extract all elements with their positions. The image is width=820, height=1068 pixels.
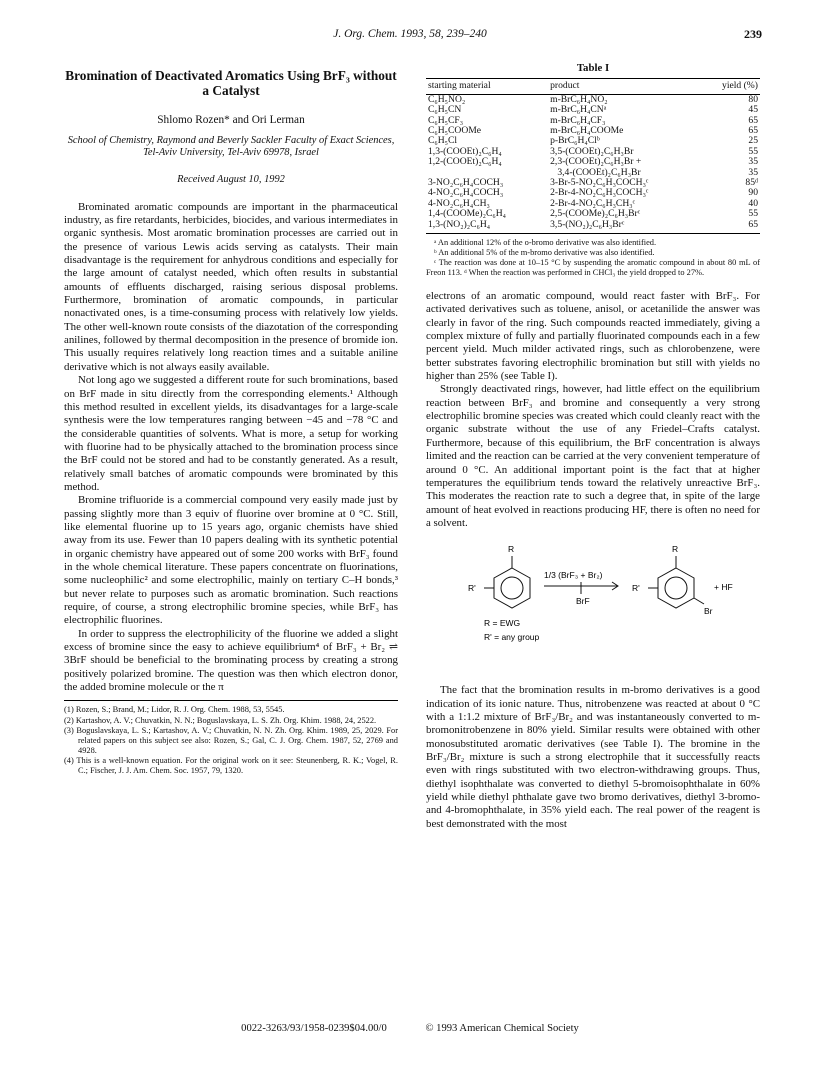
catalyst-label: BrF bbox=[576, 596, 590, 607]
journal-header: J. Org. Chem. 1993, 58, 239–240 bbox=[333, 28, 487, 40]
page-number: 239 bbox=[744, 27, 762, 41]
copyright: © 1993 American Chemical Society bbox=[425, 1023, 579, 1034]
table-cell: 55 bbox=[748, 145, 758, 157]
benzene-ring-product bbox=[648, 556, 704, 608]
affiliation: School of Chemistry, Raymond and Beverly Sackler Faculty of Exact Sciences, Tel-Aviv University, Tel-Aviv 69978, Israel bbox=[67, 135, 395, 159]
table-cell: 25 bbox=[748, 135, 758, 147]
table-cell: 3,4-(COOEt)₂C₆H₃Br bbox=[550, 166, 641, 178]
results-table bbox=[426, 78, 760, 234]
table-title: Table I bbox=[576, 62, 610, 74]
table-header: product bbox=[548, 79, 700, 94]
rprime-definition: R' = any group bbox=[484, 632, 540, 643]
reaction-arrow bbox=[544, 582, 618, 594]
paragraph: Brominated aromatic compounds are important in the pharmaceutical industry, as fire retardants, herbicides, biocides, and various intermediates in organic synthesis. Most aromatic bromination processes are carried out in the presence of various Lewis acids serving as catalysts. Their main disadvantage is the requirement for anhydrous conditions and especially for the large amount of catalyst needed, which often results in substantial amounts of effluents discharged, raising serious disposal problems. Furthermore, bromination of aromatic compounds, in particular nonactivated ones, is a time-consuming process with relatively low yields. The other well-known route consists of the diazotation of the corresponding anilines, followed by thermal decomposition in the presence of bromide ion. This usually requires relatively long reaction times and a suitable aniline derivative which is not always easily available. bbox=[64, 200, 398, 373]
footnote: (3) Boguslavskaya, L. S.; Kartashov, A. V.; Chuvatkin, N. N. Zh. Org. Khim. 1989, 25, 2029. For related papers on this subject see also: Rozen, S.; Gal, C. J. Org. Chem. 1987, 52, 2769 and 4928. bbox=[64, 725, 398, 755]
table-note: ᵃ An additional 12% of the o-bromo derivative was also identified. bbox=[434, 238, 657, 248]
paragraph: Strongly deactivated rings, however, had little effect on the equilibrium reaction between BrF₃ and bromine and consequently a very strong electrophilic bromine species was created which could cleanly react with the organic substrate without the use of any Friedel–Crafts catalyst. Furthermore, because of this equilibrium, the BrF concentration is always limited and the reaction can be carried at the very convenient temperature of around 0 °C. An additional important point is the fact that at higher temperatures the equilibrium tends toward the relatively unreactive BrF₃. This moderates the reaction rate to such a degree that, in spite of the large amount of heat evolved in reactions producing HF, there is often no need for a solvent. bbox=[426, 383, 760, 529]
table-cell: 2-Br-4-NO₂C₆H₃CH₃ᶜ bbox=[550, 197, 636, 209]
table-cell: 1,3-(NO₂)₂C₆H₄ bbox=[426, 220, 548, 234]
table-cell: 35 bbox=[748, 166, 758, 178]
table-cell: 90 bbox=[748, 187, 758, 199]
table-cell: m-BrC₆H₄CNᵃ bbox=[550, 104, 607, 116]
page-footer bbox=[0, 1023, 820, 1034]
product-substituent-r: R bbox=[672, 544, 679, 555]
benzene-ring-reactant bbox=[484, 556, 530, 608]
table-cell: C₆H₅CF₃ bbox=[428, 114, 464, 126]
reaction-scheme-drawing bbox=[426, 542, 760, 670]
footnote: (1) Rozen, S.; Brand, M.; Lidor, R. J. Org. Chem. 1988, 53, 5545. bbox=[64, 705, 285, 715]
table-cell: 2,3-(COOEt)₂C₆H₃Br + bbox=[550, 156, 642, 168]
table-cell: 35 bbox=[748, 156, 758, 168]
article-title: Bromination of Deactivated Aromatics Using BrF₃ without a Catalyst bbox=[65, 68, 397, 98]
bromine-label: Br bbox=[704, 606, 713, 617]
table-note: ᶜ The reaction was done at 10–15 °C by suspending the aromatic compound in about 80 mL of Freon 113. ᵈ When the reaction was performed in CHCl₃ the yield dropped to 27%. bbox=[426, 258, 760, 278]
table-notes bbox=[426, 238, 760, 278]
table-cell: C₆H₅COOMe bbox=[428, 124, 482, 136]
table-header: starting material bbox=[426, 79, 548, 94]
table-cell: 2,5-(COOMe)₂C₆H₃Brᶜ bbox=[550, 208, 641, 220]
table-cell: 40 bbox=[748, 197, 758, 209]
reagent-label: 1/3 (BrF₃ + Br₂) bbox=[544, 570, 603, 581]
table-cell: 65 bbox=[700, 220, 760, 234]
table-cell: 4-NO₂C₆H₄CH₃ bbox=[428, 197, 490, 209]
table-cell: 65 bbox=[748, 114, 758, 126]
table-cell: 3-Br-5-NO₂C₆H₃COCH₃ᶜ bbox=[550, 177, 649, 188]
table-cell: 1,4-(COOMe)₂C₆H₄ bbox=[428, 208, 506, 220]
paragraph: The fact that the bromination results in m-bromo derivatives is a good indication of its ionic nature. Thus, nitrobenzene was reacted at about 0 °C with a 1:1.2 mixture of BrF₃/Br₂ and was instantaneously converted to m-bromonitrobenzene in 80% yield. Similar results were obtained with other monosubstituted aromatic derivatives (see Table I). The bromine in the BrF₃/Br₂ mixture is such a strong electrophile that it successfully reacts even with rings substituted with two electron-withdrawing groups. Thus, diethyl isophthalate was converted to diethyl 5-bromoisophthalate in 60% yield while diethyl phthalate gave two bromo derivatives, diethyl 3-bromo- and 4-bromophthalate, in 35% yield each. The real power of the reagent is best demonstrated with the most bbox=[426, 684, 760, 830]
table-cell: 65 bbox=[748, 124, 758, 136]
footnote: (4) This is a well-known equation. For the original work on it see: Steunenberg, R. K.; Vogel, R. C.; Fischer, J. J. Am. Chem. Soc. 1957, 79, 1320. bbox=[64, 755, 398, 775]
paragraph: Bromine trifluoride is a commercial compound very easily made just by passing slightly more than 3 equiv of fluorine over bromine at 0 °C. Still, like elemental fluorine up to 15 years ago, organic chemists have shied away from its use. Fewer than 10 papers dealing with its synthetic potential in organic chemistry have appeared out of some 200 works with BrF₃ found in the whole chemical literature. These papers concentrate on fluorinations, some nucleophilic² and some electrophilic, mainly on tertiary C–H bonds,³ but never relate to purposes such as aromatic bromination. Such reactions require, of course, a strong electrophilic bromine species, while BrF₃ has electrophilic fluorines. bbox=[64, 494, 398, 627]
table-cell: 85ᵈ bbox=[745, 177, 758, 188]
table-cell: 2-Br-4-NO₂C₆H₃COCH₃ᶜ bbox=[550, 187, 649, 199]
table-cell: C₆H₅CN bbox=[428, 104, 462, 116]
table-cell: m-BrC₆H₄NO₂ bbox=[550, 93, 608, 105]
table-cell: 1,2-(COOEt)₂C₆H₄ bbox=[428, 156, 502, 168]
paragraph: In order to suppress the electrophilicity of the fluorine we added a slight excess of bromine since the easy to achieve equilibrium⁴ of BrF₃ + Br₂ ⇌ 3BrF should be beneficial to the brominating process by creating a strong positively polarized bromine. The question was then which electron donor, the added bromine molecule or the π bbox=[64, 627, 398, 694]
table-cell: C₆H₅NO₂ bbox=[428, 93, 466, 105]
paragraph: Not long ago we suggested a different route for such brominations, based on BrF made in situ directly from the corresponding elements.¹ Although this method resulted in excellent yields, its disadvantages for a large-scale synthesis were the low temperatures ranging between −45 and −78 °C and the considerable quantities of solvents. What is more, a setup for working with fluorine had to be physically attached to the bromination process since the BrF could not be stored and had to be constantly generated. As a result, relatively small batches of aromatic compounds were brominated by this method. bbox=[64, 374, 398, 493]
table-note: ᵇ An additional 5% of the m-bromo derivative was also identified. bbox=[434, 248, 655, 258]
table-cell: 3,5-(NO₂)₂C₆H₃Brᶜ bbox=[548, 220, 700, 234]
byproduct-label: + HF bbox=[714, 582, 733, 593]
table-cell: m-BrC₆H₄COOMe bbox=[550, 124, 624, 136]
table-row bbox=[426, 105, 760, 115]
table-cell: 3-NO₂C₆H₄COCH₃ bbox=[428, 177, 504, 188]
table-cell: 4-NO₂C₆H₄COCH₃ bbox=[428, 187, 504, 199]
table-cell: C₆H₅Cl bbox=[428, 135, 458, 147]
r-definition: R = EWG bbox=[484, 618, 521, 629]
table-cell: 45 bbox=[748, 104, 758, 116]
table-cell: p-BrC₆H₄Clᵇ bbox=[550, 135, 600, 147]
table-cell: 1,3-(COOEt)₂C₆H₄ bbox=[428, 145, 502, 157]
footnote: (2) Kartashov, A. V.; Chuvatkin, N. N.; Boguslavskaya, L. S. Zh. Org. Khim. 1988, 24, 2522. bbox=[64, 715, 377, 725]
left-column bbox=[64, 68, 398, 776]
table-cell: 3,5-(COOEt)₂C₆H₃Br bbox=[550, 145, 634, 157]
right-column bbox=[426, 62, 760, 831]
substituent-r: R bbox=[508, 544, 515, 555]
table-header: yield (%) bbox=[700, 79, 760, 94]
table-cell: 55 bbox=[748, 208, 758, 220]
footnotes bbox=[64, 700, 398, 776]
authors: Shlomo Rozen* and Ori Lerman bbox=[157, 114, 305, 126]
table-row bbox=[426, 220, 760, 234]
paragraph: electrons of an aromatic compound, would react faster with BrF₃. For activated derivatives such as toluene, anisol, or acetanilide the answer was clearly in favor of the ring. Such compounds reacted immediately, giving a complex mixture of fully and partially fluorinated compounds each in a few percent yield. Much milder activated rings, such as chlorobenzene, were better substrates favoring electrophilic bromination but still with yields no higher than 25% (see Table I). bbox=[426, 290, 760, 383]
reaction-scheme bbox=[426, 542, 760, 670]
substituent-rprime: R' bbox=[468, 583, 476, 594]
product-substituent-rprime: R' bbox=[632, 583, 640, 594]
table-cell: m-BrC₆H₄CF₃ bbox=[550, 114, 606, 126]
received-date: Received August 10, 1992 bbox=[177, 174, 285, 186]
article-code: 0022-3263/93/1958-0239$04.00/0 bbox=[241, 1023, 387, 1034]
table-cell: 80 bbox=[748, 93, 758, 105]
